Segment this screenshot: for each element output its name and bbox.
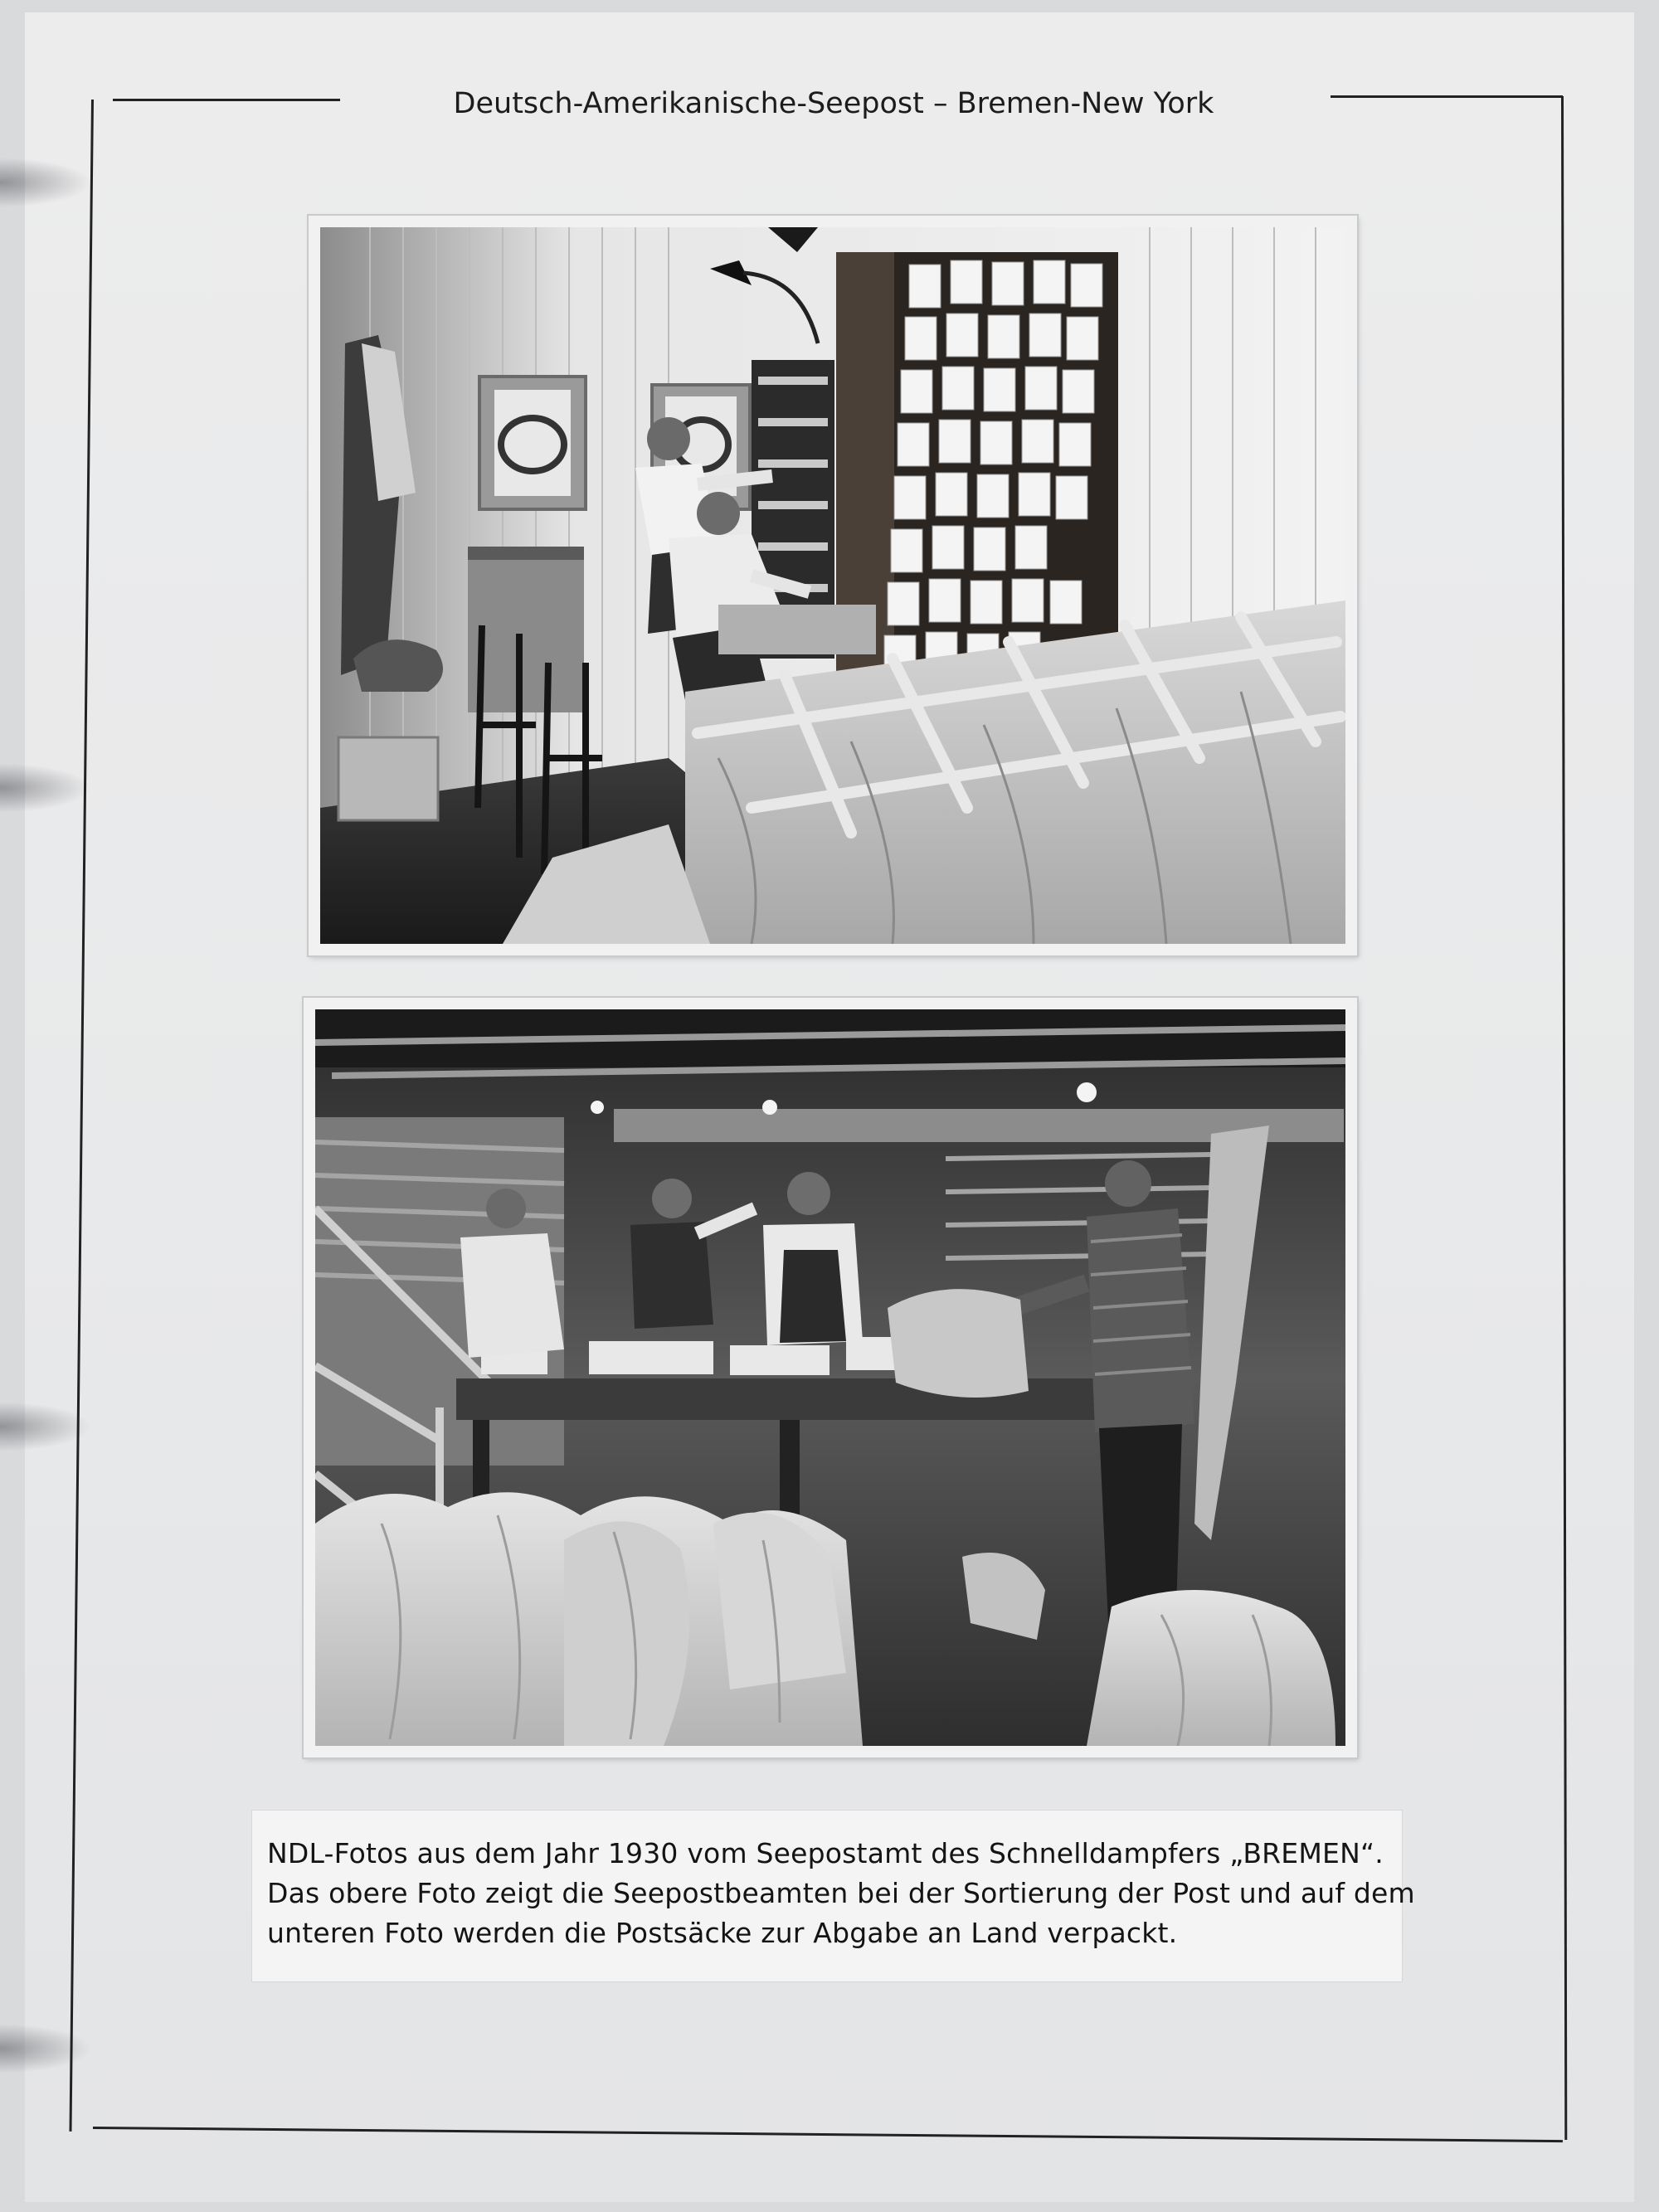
binder-shadow [0,158,91,207]
caption-line-2: Das obere Foto zeigt die Seepostbeamten bei der Sortierung der Post und auf dem [267,1877,1415,1909]
photo-caption [252,1811,1415,1981]
top-photo [309,216,1357,955]
frame-top-left [113,99,340,101]
bottom-photo [304,998,1357,1757]
binder-shadow [0,2024,91,2073]
caption-line-1: NDL-Fotos aus dem Jahr 1930 vom Seepostamt des Schnelldampfers „BREMEN“. [267,1837,1384,1869]
page-title: Deutsch-Amerikanische-Seepost – Bremen-New York [453,87,1214,120]
mail-bag-packing-room-photo [315,1009,1345,1746]
mail-sorting-room-photo [320,227,1345,944]
caption-line-3: unteren Foto werden die Postsäcke zur Abgabe an Land verpackt. [267,1917,1178,1949]
frame-top-right [1331,95,1563,98]
binder-shadow [0,763,91,813]
